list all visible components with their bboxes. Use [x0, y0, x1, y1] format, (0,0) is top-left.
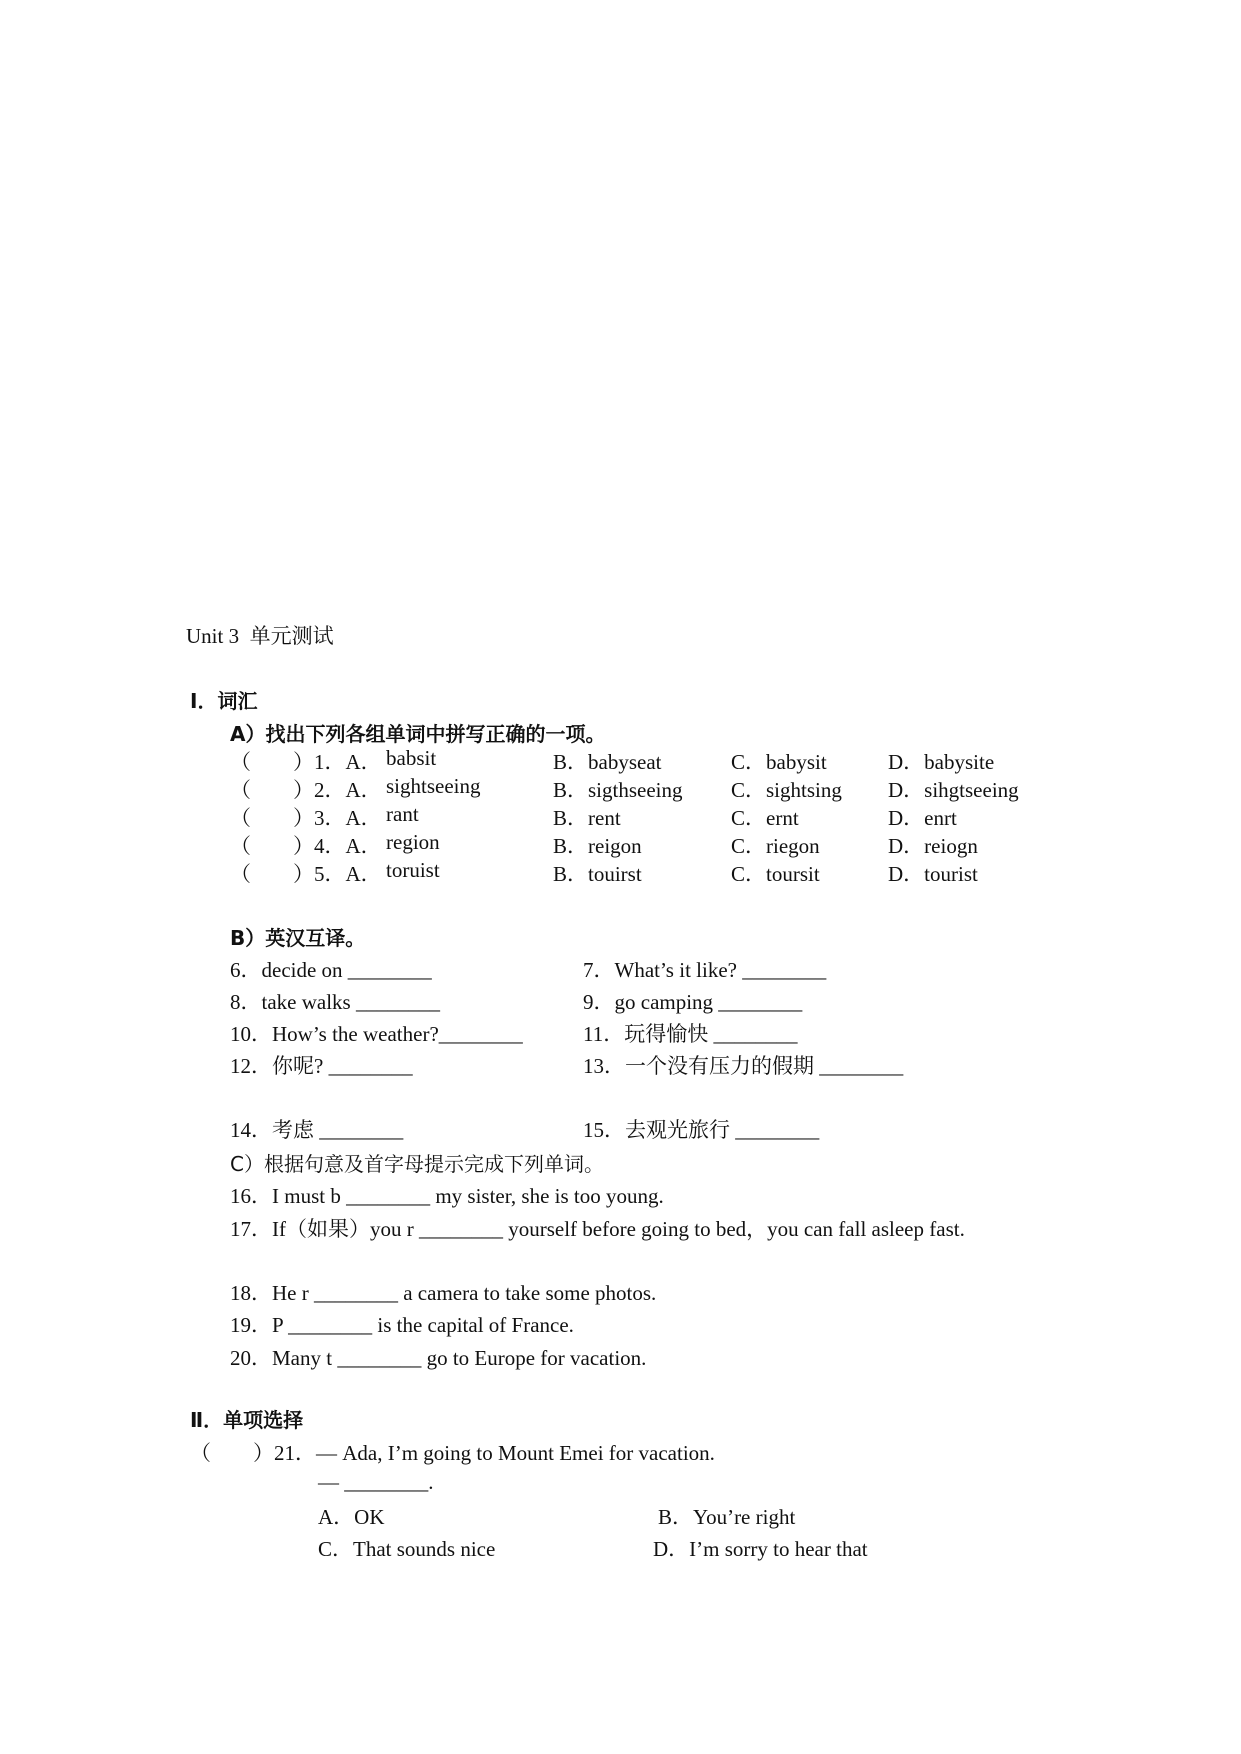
option-d: D．tourist: [888, 862, 978, 886]
option-c: C．babysit: [731, 750, 827, 774]
translation-item: 14．考虑 ________: [230, 1118, 404, 1142]
option-b: B．touirst: [553, 862, 642, 886]
option-a: toruist: [386, 858, 440, 882]
fill-in-item: 16．I must b ________ my sister, she is too young.: [230, 1184, 664, 1208]
option-b: B．babyseat: [553, 750, 662, 774]
translation-item: 12．你呢? ________: [230, 1054, 413, 1078]
option-c: C．riegon: [731, 834, 820, 858]
option-d: D．sihgtseeing: [888, 778, 1019, 802]
translation-item: 15．去观光旅行 ________: [583, 1118, 820, 1142]
option-c: C．ernt: [731, 806, 799, 830]
option-b: B．You’re right: [658, 1505, 796, 1529]
option-c: C．That sounds nice: [318, 1537, 496, 1561]
translation-item: 11．玩得愉快 ________: [583, 1022, 798, 1046]
question-num: （ ）1．A．: [230, 750, 382, 774]
page-title: Unit 3 单元测试: [186, 624, 334, 648]
option-b: B．sigthseeing: [553, 778, 683, 802]
translation-item: 6．decide on ________: [230, 958, 432, 982]
question-num: （ ）2．A．: [230, 778, 382, 802]
option-a: sightseeing: [386, 774, 481, 798]
option-b: B．reigon: [553, 834, 642, 858]
fill-in-item: 20．Many t ________ go to Europe for vacation.: [230, 1346, 647, 1370]
option-a: rant: [386, 802, 419, 826]
fill-in-item: 17．If（如果）you r ________ yourself before going to bed，you can fall asleep fast.: [230, 1217, 965, 1241]
fill-in-item: 19．P ________ is the capital of France.: [230, 1313, 574, 1337]
part-a-heading: A）找出下列各组单词中拼写正确的一项。: [230, 722, 606, 746]
option-d: D．I’m sorry to hear that: [653, 1537, 868, 1561]
option-a: region: [386, 830, 440, 854]
question-num: （ ）5．A．: [230, 862, 382, 886]
option-a: A．OK: [318, 1505, 385, 1529]
part-b-heading: B）英汉互译。: [230, 926, 366, 950]
fill-in-item: 18．He r ________ a camera to take some photos.: [230, 1281, 657, 1305]
translation-item: 10．How’s the weather?________: [230, 1022, 523, 1046]
section-heading: Ⅱ．单项选择: [190, 1408, 304, 1432]
section-heading: Ⅰ．词汇: [190, 689, 258, 713]
question-reply: — ________.: [318, 1470, 434, 1494]
option-b: B．rent: [553, 806, 621, 830]
option-c: C．toursit: [731, 862, 820, 886]
question-stem: （ ）21．— Ada, I’m going to Mount Emei for vacation.: [190, 1441, 715, 1465]
translation-item: 13．一个没有压力的假期 ________: [583, 1054, 904, 1078]
question-num: （ ）3．A．: [230, 806, 382, 830]
translation-item: 8．take walks ________: [230, 990, 440, 1014]
option-c: C．sightsing: [731, 778, 842, 802]
part-c-heading: C）根据句意及首字母提示完成下列单词。: [230, 1152, 604, 1176]
option-d: D．babysite: [888, 750, 995, 774]
option-d: D．enrt: [888, 806, 957, 830]
option-a: babsit: [386, 746, 437, 770]
option-d: D．reiogn: [888, 834, 978, 858]
translation-item: 7．What’s it like? ________: [583, 958, 827, 982]
translation-item: 9．go camping ________: [583, 990, 803, 1014]
question-num: （ ）4．A．: [230, 834, 382, 858]
